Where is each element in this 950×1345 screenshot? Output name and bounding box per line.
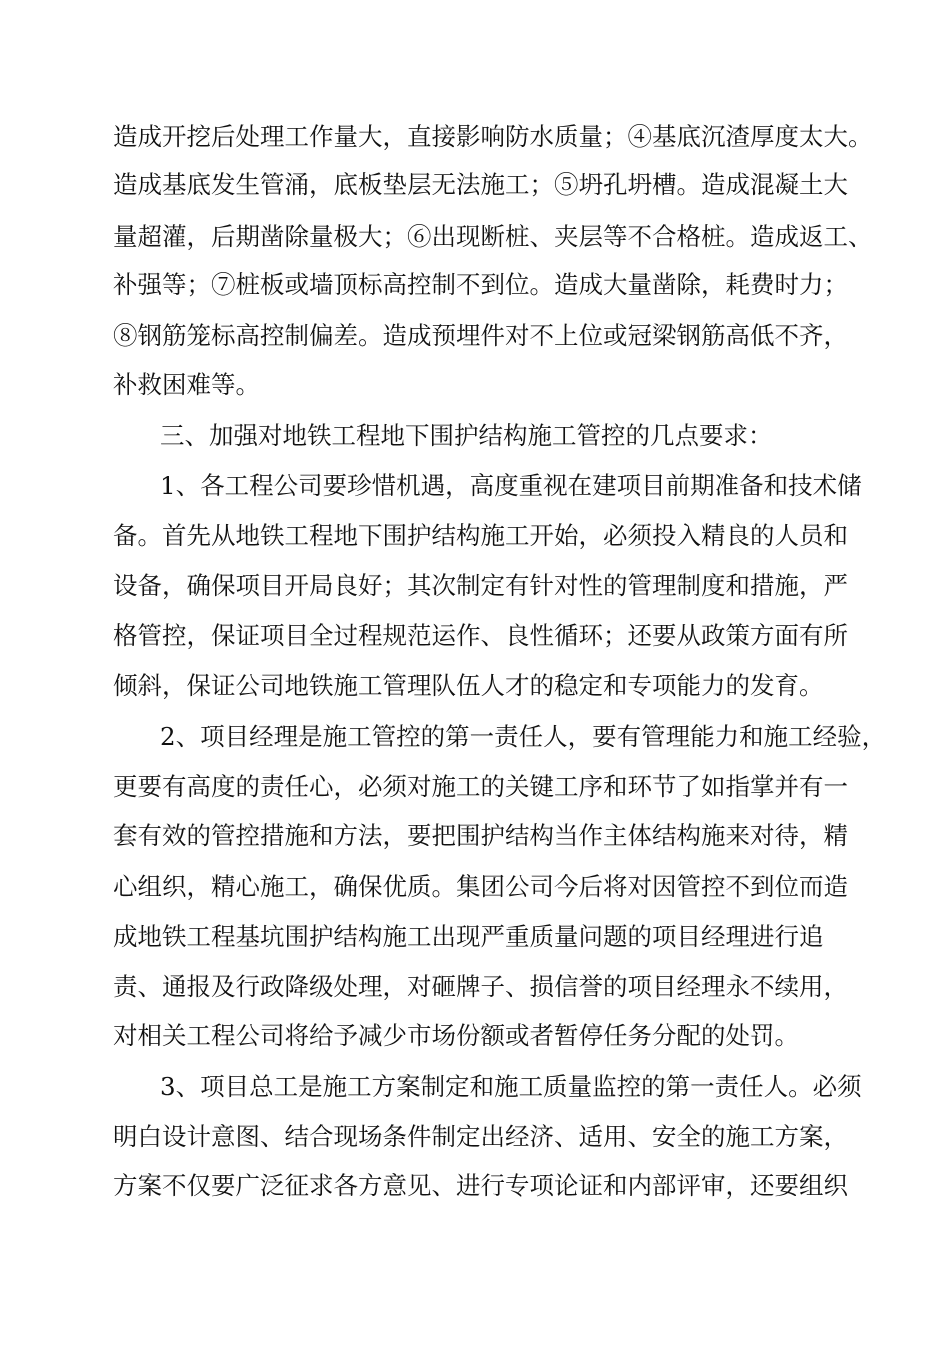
text-line: 格管控，保证项目全过程规范运作、良性循环；还要从政策方面有所 [113,621,848,650]
text-line: 补救困难等。 [113,370,260,399]
text-line: 量超灌，后期凿除量极大；⑥出现断桩、夹层等不合格桩。造成返工、 [113,222,873,251]
text-line: 造成基底发生管涌，底板垫层无法施工；⑤坍孔坍槽。造成混凝土大 [113,170,848,199]
text-line: ⑧钢筋笼标高控制偏差。造成预埋件对不上位或冠梁钢筋高低不齐， [113,321,848,350]
paragraph-start: 2、项目经理是施工管控的第一责任人，要有管理能力和施工经验， [160,722,887,751]
paragraph-start: 1、各工程公司要珍惜机遇，高度重视在建项目前期准备和技术储 [160,471,862,500]
text-line: 设备，确保项目开局良好；其次制定有针对性的管理制度和措施，严 [113,571,848,600]
text-line: 成地铁工程基坑围护结构施工出现严重质量问题的项目经理进行追 [113,922,824,951]
text-line: 责、通报及行政降级处理，对砸牌子、损信誉的项目经理永不续用， [113,972,848,1001]
text-line: 对相关工程公司将给予减少市场份额或者暂停任务分配的处罚。 [113,1021,799,1050]
text-line: 倾斜，保证公司地铁施工管理队伍人才的稳定和专项能力的发育。 [113,671,824,700]
text-line: 更要有高度的责任心，必须对施工的关键工序和环节了如指掌并有一 [113,772,848,801]
text-line: 方案不仅要广泛征求各方意见、进行专项论证和内部评审，还要组织 [113,1171,848,1200]
paragraph-start: 3、项目总工是施工方案制定和施工质量监控的第一责任人。必须 [160,1072,862,1101]
text-line: 造成开挖后处理工作量大，直接影响防水质量；④基底沉渣厚度太大。 [113,122,873,151]
text-line: 明白设计意图、结合现场条件制定出经济、适用、安全的施工方案， [113,1122,848,1151]
text-line: 套有效的管控措施和方法，要把围护结构当作主体结构施来对待，精 [113,821,848,850]
text-line: 心组织，精心施工，确保优质。集团公司今后将对因管控不到位而造 [113,872,848,901]
text-line: 备。首先从地铁工程地下围护结构施工开始，必须投入精良的人员和 [113,521,848,550]
section-heading: 三、加强对地铁工程地下围护结构施工管控的几点要求： [160,421,773,450]
text-line: 补强等；⑦桩板或墙顶标高控制不到位。造成大量凿除，耗费时力； [113,270,848,299]
